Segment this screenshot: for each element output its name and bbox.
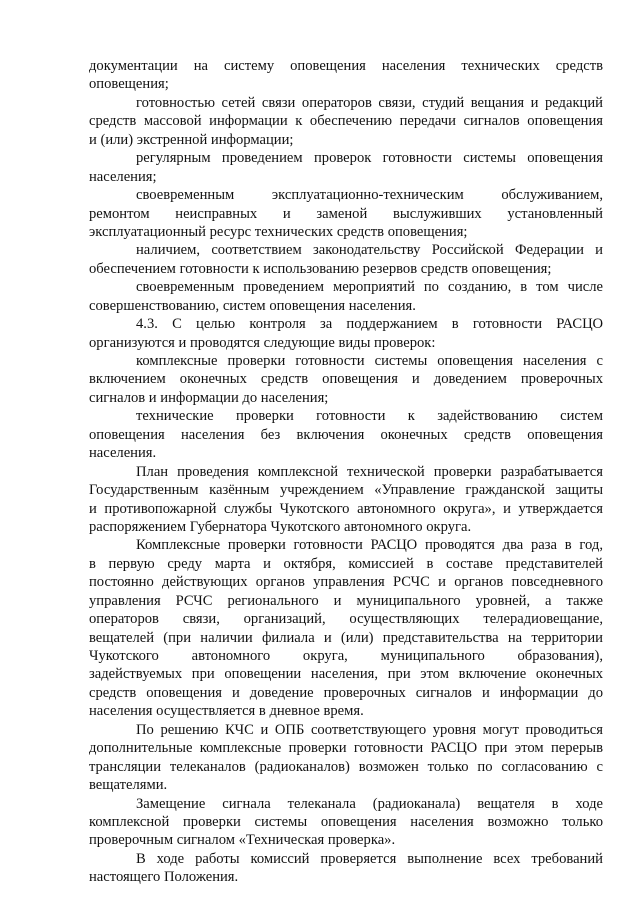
text-line: оповещения;	[89, 76, 169, 93]
text-line: регулярным проведением проверок готовности системы оповещения	[136, 150, 603, 167]
text-line: Комплексные проверки готовности РАСЦО проводятся два раза в год,	[136, 537, 603, 554]
text-line: совершенствованию, систем оповещения населения.	[89, 297, 416, 314]
text-line: населения;	[89, 168, 157, 185]
text-line: настоящего Положения.	[89, 869, 239, 886]
text-line: План проведения комплексной технической проверки разрабатывается	[136, 463, 603, 480]
text-line: постоянно действующих органов управления РСЧС и органов повседневного	[89, 574, 603, 591]
text-line: оповещения населения без включения оконечных средств оповещения	[89, 426, 603, 443]
text-line: комплексные проверки готовности системы оповещения населения с	[136, 353, 603, 369]
paragraph	[89, 94, 603, 149]
text-line: средств оповещения и доведение проверочных сигналов и информации до	[89, 684, 603, 701]
paragraph	[89, 463, 603, 537]
text-line: технические проверки готовности к задействованию систем	[136, 408, 603, 425]
text-line: операторов связи, организаций, осуществляющих телерадиовещание,	[89, 611, 603, 628]
text-line: эксплуатационный ресурс технических средств оповещения;	[89, 223, 468, 240]
text-line: В ходе работы комиссий проверяется выполнение всех требований	[136, 850, 603, 867]
text-line: в первую среду марта и октября, комиссией в составе представителей	[89, 555, 603, 572]
paragraph	[89, 149, 603, 186]
text-line: населения осуществляется в дневное время.	[89, 703, 364, 720]
text-line: трансляции телеканалов (радиоканалов) возможен только по согласованию с	[89, 758, 603, 775]
text-line: задействуемых при оповещении населения, при этом включение оконечных	[89, 666, 603, 683]
paragraph	[89, 352, 603, 407]
text-line: обеспечением готовности к использованию резервов средств оповещения;	[89, 260, 552, 277]
paragraph	[89, 536, 603, 720]
text-line: наличием, соответствием законодательству Российской Федерации и	[136, 242, 603, 259]
paragraph	[89, 186, 603, 241]
text-line: ремонтом неисправных и заменой выслуживших установленный	[89, 205, 603, 222]
text-line: проверочным сигналом «Техническая проверка».	[89, 832, 396, 849]
text-line: своевременным проведением мероприятий по созданию, в том числе	[136, 279, 603, 296]
text-line: вещателями.	[89, 777, 168, 794]
document-page	[89, 57, 603, 887]
text-line: готовностью сетей связи операторов связи, студий вещания и редакций	[136, 94, 603, 111]
text-line: По решению КЧС и ОПБ соответствующего уровня могут проводиться	[136, 721, 603, 738]
text-line: 4.3. С целью контроля за поддержанием в готовности РАСЦО	[136, 316, 603, 333]
text-line: комплексной проверки системы оповещения населения возможно только	[89, 813, 603, 830]
text-line: вещателей (при наличии филиала и (или) представительства на территории	[89, 629, 603, 646]
text-line: Государственным казённым учреждением «Управление гражданской защиты	[89, 482, 603, 499]
text-line: распоряжением Губернатора Чукотского автономного округа.	[89, 518, 472, 535]
text-line: организуются и проводятся следующие виды проверок:	[89, 334, 436, 351]
paragraph	[89, 315, 603, 352]
paragraph	[89, 407, 603, 462]
text-line: и противопожарной службы Чукотского автономного округа», и утверждается	[89, 500, 603, 517]
text-line: сигналов и информации до населения;	[89, 389, 329, 406]
text-line: Чукотского автономного округа, муниципального образования),	[89, 648, 603, 664]
paragraph	[89, 241, 603, 278]
text-line: населения.	[89, 445, 157, 462]
text-line: включением оконечных средств оповещения и доведением проверочных	[89, 371, 603, 388]
text-line: средств массовой информации к обеспечению передачи сигналов оповещения	[89, 113, 603, 130]
text-line: Замещение сигнала телеканала (радиоканала) вещателя в ходе	[136, 795, 603, 812]
paragraph	[89, 57, 603, 94]
text-line: дополнительные комплексные проверки готовности РАСЦО при этом перерыв	[89, 740, 603, 757]
text-line: документации на систему оповещения населения технических средств	[89, 58, 603, 74]
paragraph	[89, 795, 603, 850]
text-line: управления РСЧС регионального и муниципального уровней, а также	[89, 592, 603, 609]
text-line: и (или) экстренной информации;	[89, 131, 294, 148]
paragraph	[89, 850, 603, 887]
paragraph	[89, 721, 603, 795]
text-line: своевременным эксплуатационно-техническим обслуживанием,	[136, 187, 603, 204]
paragraph	[89, 278, 603, 315]
